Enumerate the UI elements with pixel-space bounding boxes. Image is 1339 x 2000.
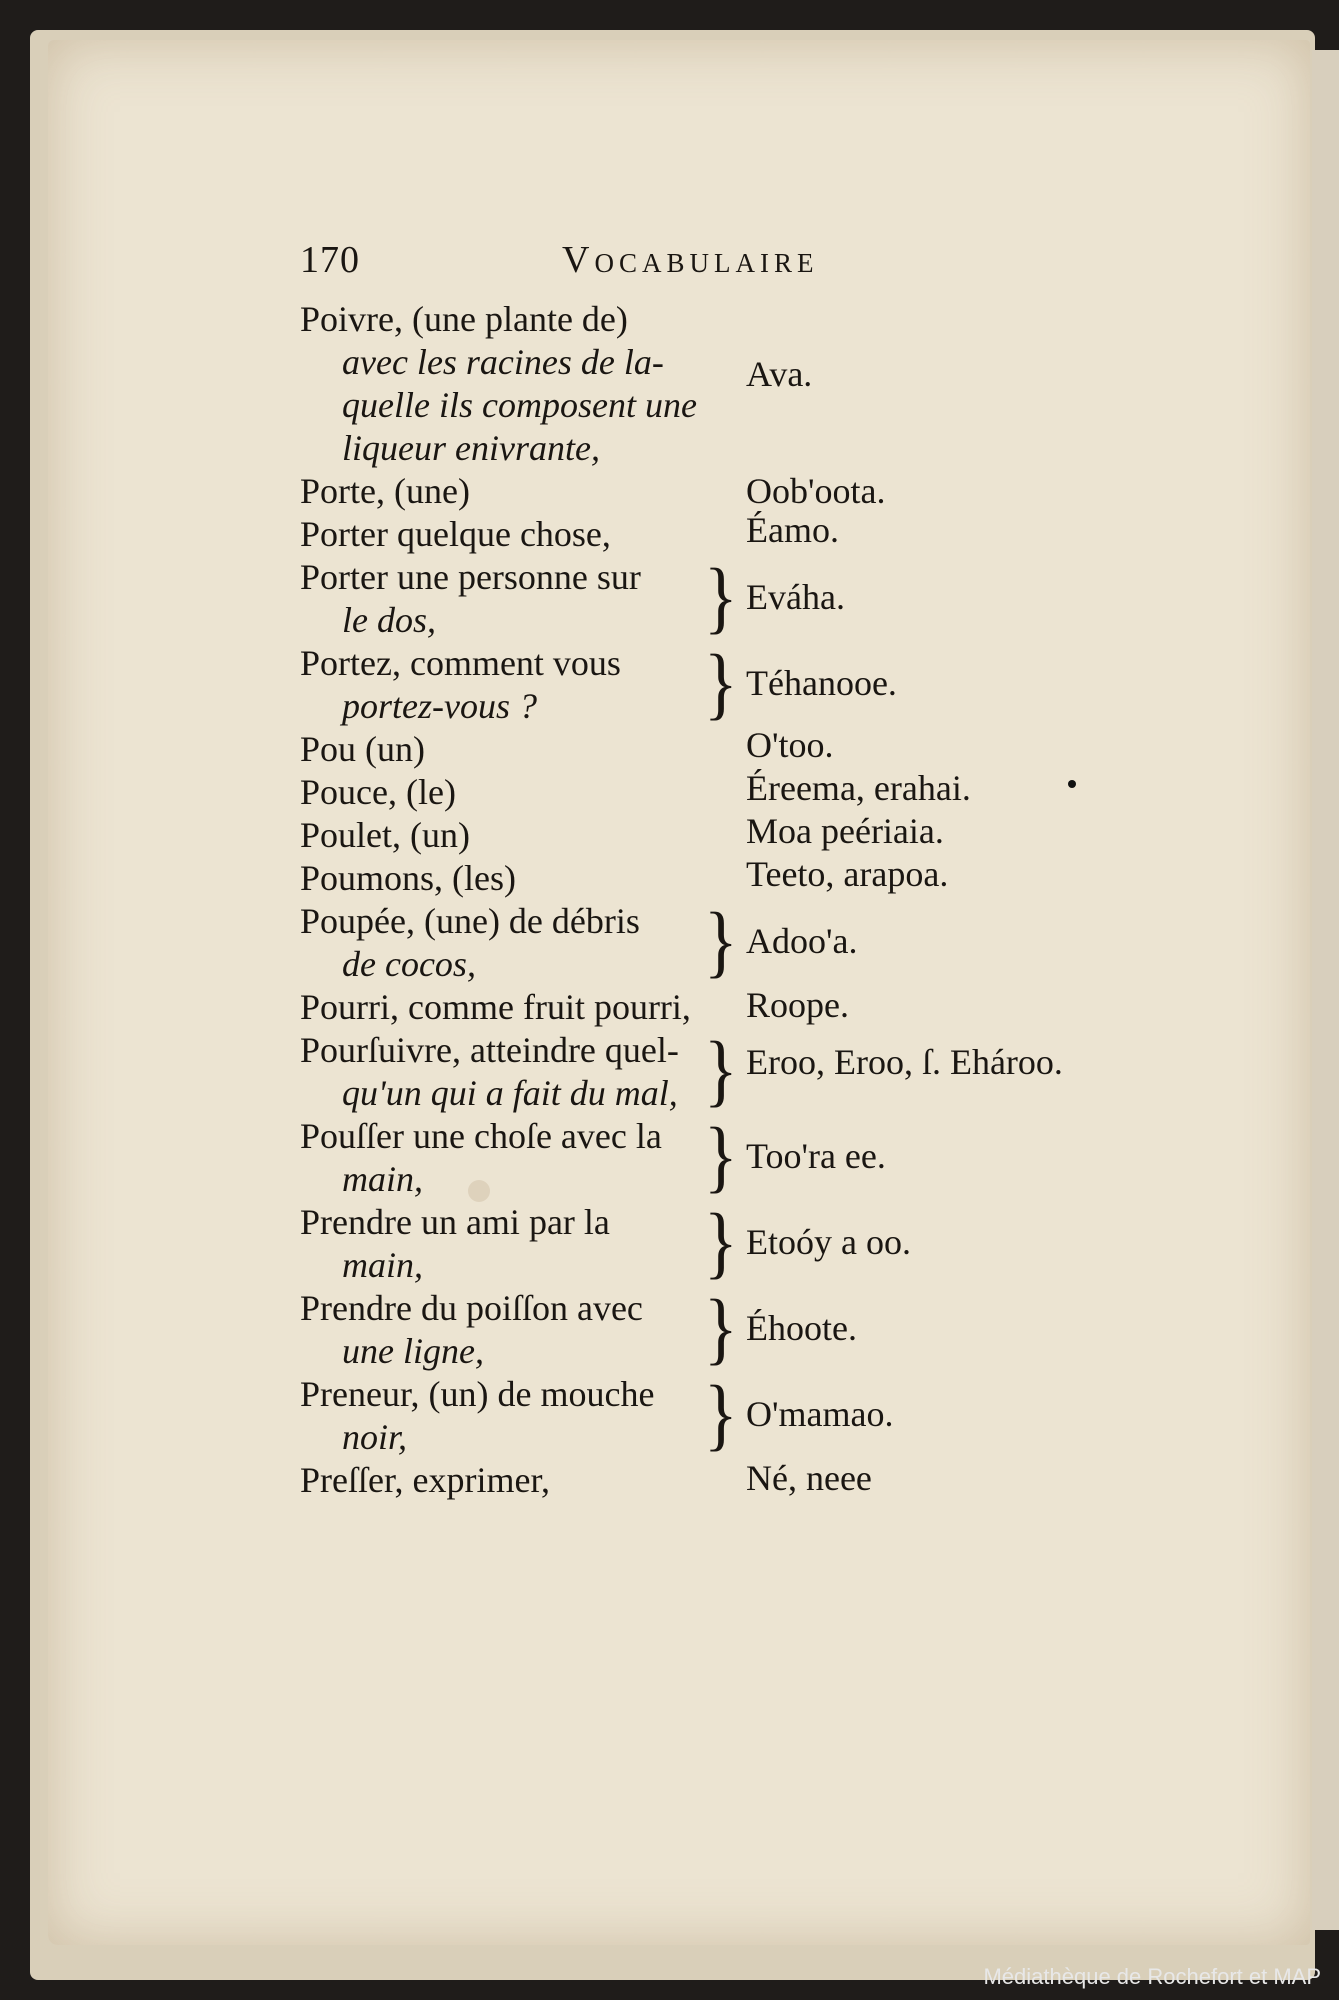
vocab-entry [300, 768, 1200, 814]
tahitian-term: Ava. [746, 354, 813, 394]
tahitian-term: O'too. [746, 725, 834, 765]
french-term: Porte, (une) [300, 471, 470, 511]
vocab-entry [300, 986, 1200, 1029]
vocab-entry [300, 1026, 1200, 1115]
french-term: Pouce, (le) [300, 772, 456, 812]
grouping-brace: } [704, 553, 738, 642]
french-term: Porter quelque chose, [300, 514, 611, 554]
page-header [300, 238, 900, 288]
image-credit: Médiathèque de Rochefort et MAP [983, 1964, 1321, 1989]
tahitian-term: Etoóy a oo. [746, 1222, 911, 1262]
french-term: Porter une personne sur le dos, [300, 557, 641, 640]
vocab-entry [300, 298, 1200, 470]
vocab-entry [300, 811, 1200, 857]
french-term: Pou (un) [300, 729, 425, 769]
tahitian-term: Téhanooe. [746, 663, 897, 703]
tahitian-term: Teeto, arapoa. [746, 854, 949, 894]
french-term: Preneur, (un) de mouche noir, [300, 1374, 655, 1457]
french-term: Prendre un ami par la main, [300, 1202, 610, 1285]
vocab-entry [300, 1112, 1200, 1201]
tahitian-term: Eroo, Eroo, ſ. Ehároo. [746, 1042, 1063, 1082]
grouping-brace: } [704, 1370, 738, 1459]
tahitian-term: Too'ra ee. [746, 1136, 886, 1176]
vocab-entry [300, 725, 1200, 771]
grouping-brace: } [704, 1026, 738, 1115]
vocab-entry [300, 897, 1200, 986]
vocab-entry [300, 1370, 1200, 1459]
page-number: 170 [300, 239, 360, 281]
vocab-entry [300, 1459, 1200, 1502]
french-term: Preſſer, exprimer, [300, 1460, 551, 1500]
tahitian-term: Moa peériaia. [746, 811, 944, 851]
french-term: Poupée, (une) de débris de cocos, [300, 901, 640, 984]
french-term: Poivre, (une plante de) avec les racines de la- quelle ils composent une liqueur enivrante, [300, 299, 697, 468]
vocab-entry [300, 510, 1200, 556]
running-title: Vocabulaire [562, 239, 819, 281]
vocab-entry [300, 553, 1200, 642]
vocabulary-list [300, 298, 1200, 1502]
vocab-entry [300, 639, 1200, 728]
tahitian-term: Éhoote. [746, 1308, 857, 1348]
vocab-entry [300, 1284, 1200, 1373]
tahitian-term: Éreema, erahai. [746, 768, 971, 808]
grouping-brace: } [704, 639, 738, 728]
french-term: Pourſuivre, atteindre quel- qu'un qui a fait du mal, [300, 1030, 679, 1113]
grouping-brace: } [704, 1198, 738, 1287]
french-term: Pourri, comme fruit pourri, [300, 987, 691, 1027]
french-term: Poumons, (les) [300, 858, 516, 898]
facing-page-edge [1312, 50, 1339, 1930]
french-term: Pouſſer une choſe avec la main, [300, 1116, 662, 1199]
tahitian-term: Eváha. [746, 577, 845, 617]
vocab-entry [300, 470, 1200, 513]
vocab-entry [300, 854, 1200, 900]
tahitian-term: Né, neee [746, 1458, 872, 1498]
grouping-brace: } [704, 1284, 738, 1373]
tahitian-term: Oob'oota. [746, 471, 886, 511]
vocab-entry [300, 1198, 1200, 1287]
tahitian-term: Éamo. [746, 510, 839, 550]
french-term: Prendre du poiſſon avec une ligne, [300, 1288, 643, 1371]
tahitian-term: Adoo'a. [746, 921, 858, 961]
french-term: Poulet, (un) [300, 815, 470, 855]
tahitian-term: Roope. [746, 985, 849, 1025]
grouping-brace: } [704, 897, 738, 986]
grouping-brace: } [704, 1112, 738, 1201]
french-term: Portez, comment vous portez-vous ? [300, 643, 621, 726]
tahitian-term: O'mamao. [746, 1394, 894, 1434]
